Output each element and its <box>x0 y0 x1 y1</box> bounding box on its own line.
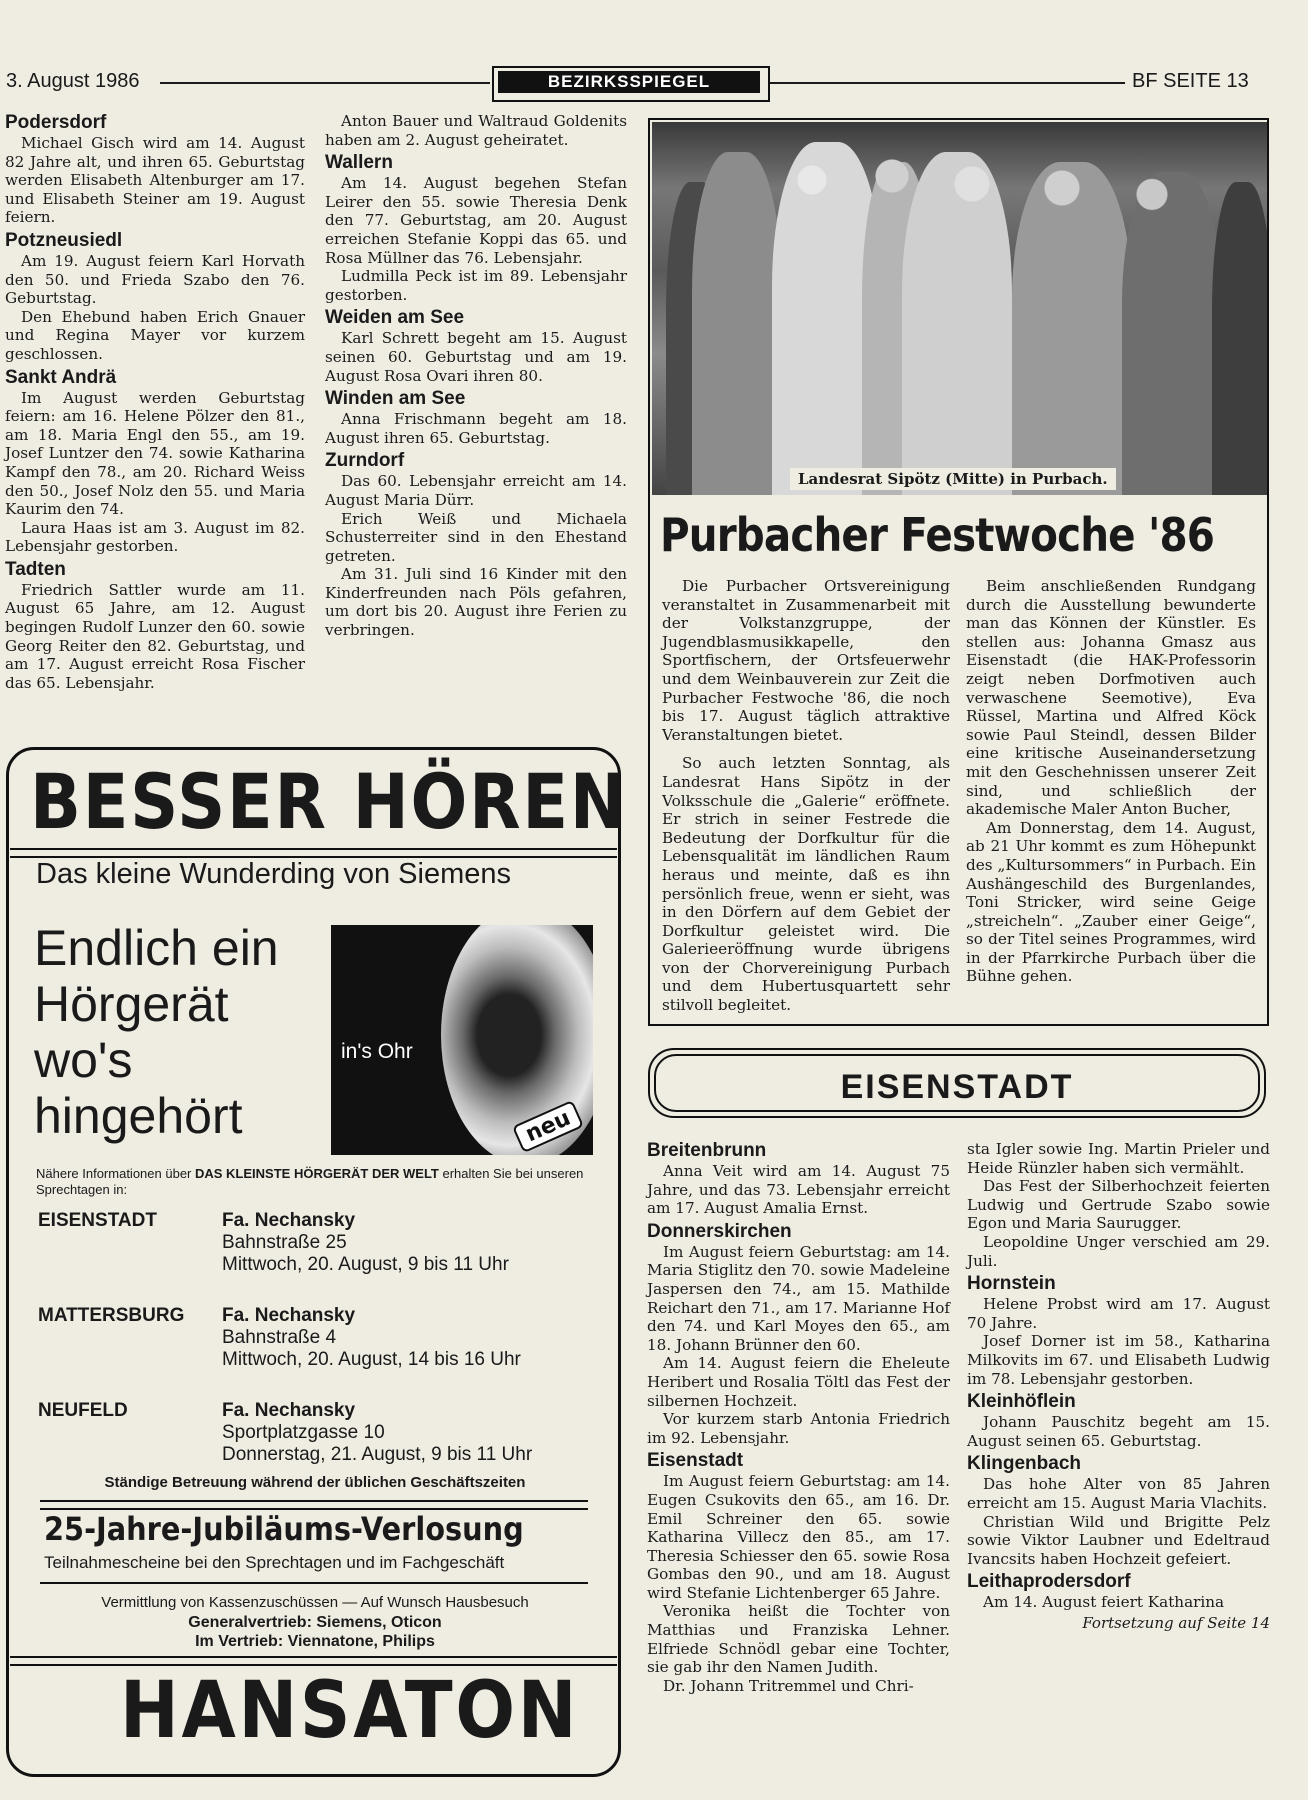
slogan-line: hingehört <box>34 1088 243 1144</box>
article-column-right <box>966 577 1256 986</box>
location-city: EISENSTADT <box>38 1210 157 1231</box>
paragraph: Im August feiern Geburtstag: am 14. Maria Stiglitz den 70. sowie Madeleine Jaspersen den 74., am 15. Mathilde Reichart den 71., am 17. Marianne Hof den 74. und Karl Moyes den 65., am 18. Johann Brünner den 60. <box>647 1242 950 1354</box>
section-tadten <box>5 559 305 693</box>
paragraph: Anna Veit wird am 14. August 75 Jahre, und das 73. Lebensjahr erreicht am 17. August Amalia Ernst. <box>647 1162 950 1218</box>
paragraph: Anton Bauer und Waltraud Goldenits haben am 2. August geheiratet. <box>325 112 627 149</box>
ear-label: in's Ohr <box>341 1040 413 1063</box>
section-label: BEZIRKSSPIEGEL <box>498 71 760 93</box>
section-winden-am-see <box>325 388 627 447</box>
ad-locations <box>38 1210 598 1495</box>
paragraph: sta Igler sowie Ing. Martin Prieler und Heide Rünzler haben sich vermählt. <box>967 1140 1270 1177</box>
ad-info <box>36 1166 596 1198</box>
section-podersdorf <box>5 112 305 227</box>
location-street: Sportplatzgasse 10 <box>222 1422 385 1443</box>
paragraph: Am 31. Juli sind 16 Kinder mit den Kinderfreunden nach Pöls gefahren, um dort bis 20. August ihre Ferien zu verbringen. <box>325 565 627 640</box>
paragraph: Anna Frischmann begeht am 18. August ihren 65. Geburtstag. <box>325 410 627 447</box>
paragraph: So auch letzten Sonntag, als Landesrat Hans Sipötz in der Volksschule die „Galerie“ eröffnete. Er strich in seiner Festrede die Bedeutung der Dorfkultur für die Lebensqualität im ländlichen Raum heraus und meinte, daß es ihn persönlich freue, wenn er sieht, was in den Dörfern auf dem Gebiet der Dorfkultur geleistet wird. Die Galerieeröffnung wurde übrigens von der Chorvereinigung Purbach und dem Hubertusquartett sehr stilvoll begleitet. <box>662 754 950 1015</box>
place-heading: Potzneusiedl <box>5 229 123 251</box>
location-row <box>38 1210 598 1305</box>
ad-service: Ständige Betreuung während der üblichen Geschäftszeiten <box>104 1474 526 1491</box>
continued-note: Fortsetzung auf Seite 14 <box>1082 1613 1270 1632</box>
location-time: Mittwoch, 20. August, 14 bis 16 Uhr <box>222 1349 521 1370</box>
location-firm: Fa. Nechansky <box>222 1210 356 1231</box>
slogan-line: Endlich ein <box>34 920 279 976</box>
paragraph: Laura Haas ist am 3. August im 82. Lebensjahr gestorben. <box>5 518 305 556</box>
paragraph: Die Purbacher Ortsvereinigung veranstaltet in Zusammenarbeit mit der Volkstanzgruppe, der Jugendblasmusikkapelle, den Sportfischern, der Ortsfeuerwehr und dem Weinbauverein zur Zeit die Purbacher Festwoche '86, die noch bis 17. August täglich attraktive Veranstaltungen bietet. <box>662 577 950 744</box>
place-heading: Tadten <box>5 558 66 580</box>
paragraph: Dr. Johann Tritremmel und Chri- <box>663 1676 914 1695</box>
ad-slogan <box>34 920 279 1144</box>
location-time: Mittwoch, 20. August, 9 bis 11 Uhr <box>222 1254 509 1275</box>
ad-rule <box>10 848 617 858</box>
location-firm: Fa. Nechansky <box>222 1305 356 1326</box>
news-photo <box>652 122 1267 495</box>
ad-title: BESSER HÖREN <box>30 757 628 846</box>
place-heading: Klingenbach <box>967 1453 1082 1475</box>
paragraph: Josef Dorner ist im 58., Katharina Milkovits im 67. und Elisabeth Ludwig im 78. Lebensjahr gestorben. <box>967 1332 1270 1388</box>
eisenstadt-banner <box>648 1048 1266 1118</box>
paragraph: Den Ehebund haben Erich Gnauer und Regina Mayer vor kurzem geschlossen. <box>5 307 305 363</box>
paragraph: Im August feiern Geburtstag: am 14. Eugen Csukovits den 65., am 16. Dr. Emil Schreiner den 65. sowie Katharina Villecz den 85., am 17. Theresia Schiesser den 65. sowie Rosa Gombas den 90., und am 18. August wird Stefanie Lichtenberger 65 Jahre. <box>647 1472 950 1602</box>
section-label-box <box>492 66 770 102</box>
paragraph: Erich Weiß und Michaela Schusterreiter sind in den Ehestand getreten. <box>325 509 627 565</box>
ad-vertrieb: Im Vertrieb: Viennatone, Philips <box>195 1633 435 1650</box>
paragraph: Karl Schrett begeht am 15. August seinen 60. Geburtstag und am 19. August Rosa Ovari ihren 80. <box>325 329 627 385</box>
paragraph: Veronika heißt die Tochter von Matthias und Franziska Lehner. Elfriede Schnödl gebar eine Tochter, sie gab ihr den Namen Judith. <box>647 1602 950 1677</box>
paragraph: Das 60. Lebensjahr erreicht am 14. August Maria Dürr. <box>325 472 627 509</box>
place-heading: Podersdorf <box>5 112 107 133</box>
place-heading: Wallern <box>325 152 393 174</box>
place-heading: Kleinhöflein <box>967 1391 1076 1413</box>
eisenstadt-column-left <box>647 1140 950 1695</box>
section-donnerskirchen <box>647 1221 950 1448</box>
article-headline: Purbacher Festwoche '86 <box>660 508 1215 562</box>
section-potzneusiedl <box>5 230 305 364</box>
place-heading: Leithaprodersdorf <box>967 1571 1131 1593</box>
paragraph: Helene Probst wird am 17. August 70 Jahre. <box>967 1295 1270 1332</box>
column-regional-2 <box>325 112 627 640</box>
info-text: erhalten Sie bei unseren Sprechtagen in: <box>36 1166 584 1197</box>
paragraph: Am 14. August begehen Stefan Leirer den 55. sowie Theresia Denk den 77. Geburtstag, am 20. August erreichen Stefanie Koppi das 65. und Rosa Müllner das 76. Lebensjahr. <box>325 174 627 267</box>
ad-rule <box>40 1500 588 1510</box>
place-heading: Weiden am See <box>325 307 465 329</box>
section-wallern <box>325 152 627 304</box>
place-heading: Winden am See <box>325 388 466 410</box>
column-regional-1 <box>5 112 305 692</box>
ad-rule <box>10 1656 617 1666</box>
slogan-line: Hörgerät <box>34 976 229 1032</box>
article-column-left <box>662 577 950 1015</box>
paragraph: Johann Pauschitz begeht am 15. August seinen 65. Geburtstag. <box>967 1413 1270 1450</box>
header-rule-right <box>770 82 1125 84</box>
info-bold: DAS KLEINSTE HÖRGERÄT DER WELT <box>194 1166 439 1181</box>
section-eisenstadt <box>647 1450 950 1695</box>
ad-brand: HANSATON <box>120 1666 580 1756</box>
section-weiden-am-see <box>325 307 627 385</box>
paragraph: Christian Wild und Brigitte Pelz sowie Viktor Laubner und Edeltraud Ivancsits haben Hochzeit gefeiert. <box>967 1512 1270 1568</box>
new-badge: neu <box>512 1100 584 1153</box>
paragraph: Michael Gisch wird am 14. August 82 Jahre alt, und ihren 65. Geburtstag werden Elisabeth Altenburger am 17. und Elisabeth Steiner am 19. August feiern. <box>5 134 305 227</box>
section-leithaprodersdorf <box>967 1571 1270 1612</box>
ad-raffle: 25-Jahre-Jubiläums-Verlosung <box>44 1510 524 1548</box>
paragraph: Das hohe Alter von 85 Jahren erreicht am 15. August Maria Vlachits. <box>967 1475 1270 1512</box>
header-rule-left <box>160 82 490 84</box>
paragraph: Friedrich Sattler wurde am 11. August 65 Jahre, am 12. August begingen Rudolf Lunzer den 60. sowie Georg Reiter den 82. Geburtstag, und am 17. August erreicht Rosa Fischer das 65. Lebensjahr. <box>5 580 305 692</box>
place-heading: Breitenbrunn <box>647 1140 767 1161</box>
ad-subtitle: Das kleine Wunderding von Siemens <box>36 858 512 890</box>
paragraph: Am 14. August feiert Katharina <box>983 1593 1225 1612</box>
photo-caption: Landesrat Sipötz (Mitte) in Purbach. <box>790 468 1116 490</box>
paragraph: Das Fest der Silberhochzeit feierten Ludwig und Gertrude Szabo sowie Egon und Maria Saurugger. <box>967 1177 1270 1233</box>
location-city: NEUFELD <box>38 1400 128 1421</box>
section-klingenbach <box>967 1453 1270 1568</box>
slogan-line: wo's <box>34 1032 133 1088</box>
section-zurndorf <box>325 450 627 639</box>
paragraph: Ludmilla Peck ist im 89. Lebensjahr gestorben. <box>325 267 627 304</box>
location-row <box>38 1305 598 1400</box>
place-heading: Zurndorf <box>325 450 405 472</box>
ear-image <box>331 925 593 1155</box>
paragraph: Leopoldine Unger verschied am 29. Juli. <box>967 1232 1270 1270</box>
paragraph: Vor kurzem starb Antonia Friedrich im 92. Lebensjahr. <box>647 1410 950 1447</box>
location-time: Donnerstag, 21. August, 9 bis 11 Uhr <box>222 1444 533 1465</box>
section-kleinhoeflein <box>967 1391 1270 1450</box>
location-firm: Fa. Nechansky <box>222 1400 356 1421</box>
ad-vermittlung: Vermittlung von Kassenzuschüssen — Auf Wunsch Hausbesuch <box>101 1594 529 1611</box>
location-city: MATTERSBURG <box>38 1305 185 1326</box>
section-sankt-andrae <box>5 367 305 556</box>
eisenstadt-title: EISENSTADT <box>840 1068 1074 1106</box>
eisenstadt-column-right <box>967 1140 1270 1632</box>
ad-general: Generalvertrieb: Siemens, Oticon <box>188 1614 442 1631</box>
header-page: BF SEITE 13 <box>1132 70 1249 92</box>
info-text: Nähere Informationen über <box>36 1166 195 1181</box>
ad-raffle-sub: Teilnahmescheine bei den Sprechtagen und im Fachgeschäft <box>44 1553 505 1572</box>
paragraph: Am 19. August feiern Karl Horvath den 50. und Frieda Szabo den 76. Geburtstag. <box>5 251 305 308</box>
paragraph: Beim anschließenden Rundgang durch die Ausstellung bewunderte man das Können der Künstler. Es stellen aus: Johanna Gmasz aus Eisenstadt (die HAK-Professorin zeigt neben Dorfmotiven auch verwaschene Seemotive), Eva Rüssel, Martina und Alfred Köck sowie Paul Steindl, dessen Bilder eine kritische Auseinandersetzung mit den Geschehnissen unserer Zeit sind, und schließlich der akademische Maler Anton Bucher, <box>966 577 1256 819</box>
place-heading: Eisenstadt <box>647 1450 744 1472</box>
paragraph: Am Donnerstag, dem 14. August, ab 21 Uhr kommt es zum Höhepunkt des „Kultursommers“ in Purbach. Ein Aushängeschild des Burgenlandes, Toni Stricker, wird seine Geige „streicheln“. „Zauber einer Geige“, so der Titel seines Programmes, wird in der Pfarrkirche Purbach über die Bühne gehen. <box>966 818 1256 986</box>
section-breitenbrunn <box>647 1140 950 1218</box>
header-date: 3. August 1986 <box>6 70 140 92</box>
paragraph: Am 14. August feiern die Eheleute Heribert und Rosalia Töltl das Fest der silbernen Hochzeit. <box>647 1354 950 1410</box>
section-hornstein <box>967 1273 1270 1388</box>
place-heading: Donnerskirchen <box>647 1220 792 1242</box>
place-heading: Hornstein <box>967 1273 1056 1295</box>
location-street: Bahnstraße 4 <box>222 1327 337 1348</box>
place-heading: Sankt Andrä <box>5 366 117 388</box>
location-street: Bahnstraße 25 <box>222 1232 347 1253</box>
ad-rule <box>40 1582 588 1584</box>
paragraph: Im August werden Geburtstag feiern: am 16. Helene Pölzer den 81., am 18. Maria Engl den 55., am 19. Josef Luntzer den 74. sowie Katharina Kampf den 78., am 20. Richard Weiss den 50., Josef Nolz den 55. und Maria Kaurim den 74. <box>5 388 305 519</box>
